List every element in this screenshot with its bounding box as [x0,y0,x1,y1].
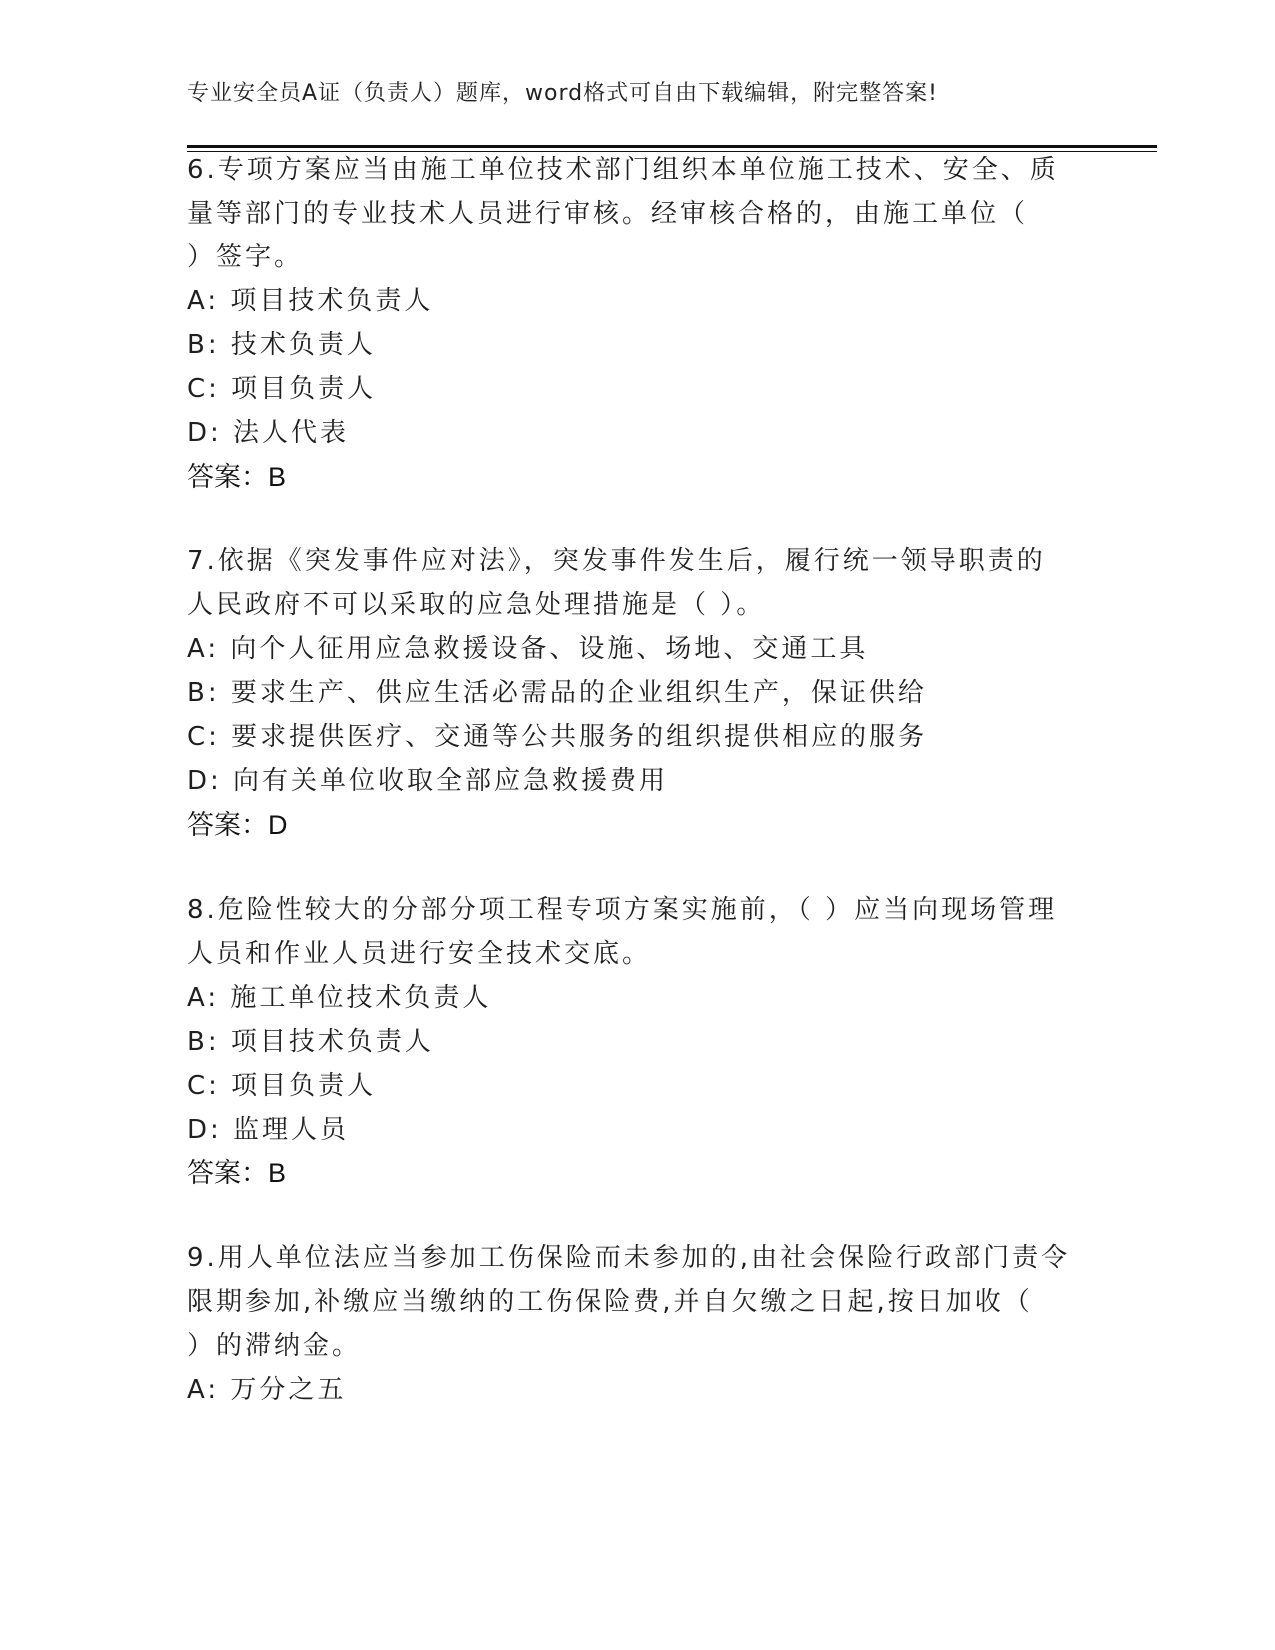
question-8-option-a: A: 施工单位技术负责人 [187,983,492,1013]
question-7-option-b: B: 要求生产、供应生活必需品的企业组织生产，保证供给 [187,678,927,708]
question-6-stem-line-1: 6.专项方案应当由施工单位技术部门组织本单位施工技术、安全、质 [187,155,1059,185]
question-6-answer: 答案：B [187,462,287,492]
question-7-option-c: C: 要求提供医疗、交通等公共服务的组织提供相应的服务 [187,722,928,752]
question-7-option-d: D: 向有关单位收取全部应急救援费用 [187,766,669,796]
question-8-answer: 答案：B [187,1158,287,1188]
header-rule-thick [187,145,1157,148]
question-7-stem-line-1: 7.依据《突发事件应对法》，突发事件发生后，履行统一领导职责的 [187,546,1046,576]
question-6-option-c: C: 项目负责人 [187,374,377,404]
question-8-option-c: C: 项目负责人 [187,1071,377,1101]
question-9-stem-line-3: ）的滞纳金。 [187,1331,362,1361]
question-8-stem-line-2: 人员和作业人员进行安全技术交底。 [187,939,652,969]
question-6-stem-line-3: ）签字。 [187,242,304,272]
question-8-option-b: B: 项目技术负责人 [187,1027,434,1057]
question-6-option-a: A: 项目技术负责人 [187,286,434,316]
question-6-option-b: B: 技术负责人 [187,330,376,360]
question-9-stem-line-2: 限期参加,补缴应当缴纳的工伤保险费,并自欠缴之日起,按日加收（ [187,1287,1033,1317]
question-7-answer: 答案：D [187,810,288,840]
question-8-option-d: D: 监理人员 [187,1115,350,1145]
question-6-stem-line-2: 量等部门的专业技术人员进行审核。经审核合格的，由施工单位（ [187,199,1029,229]
document-header: 专业安全员A证（负责人）题库，word格式可自由下载编辑，附完整答案! [187,81,938,106]
question-9-stem-line-1: 9.用人单位法应当参加工伤保险而未参加的,由社会保险行政部门责令 [187,1243,1071,1273]
question-7-stem-line-2: 人民政府不可以采取的应急处理措施是（ ）。 [187,590,766,620]
question-9-option-a: A: 万分之五 [187,1375,347,1405]
question-8-stem-line-1: 8.危险性较大的分部分项工程专项方案实施前，（ ）应当向现场管理 [187,895,1058,925]
question-6-option-d: D: 法人代表 [187,418,350,448]
question-7-option-a: A: 向个人征用应急救援设备、设施、场地、交通工具 [187,634,869,664]
